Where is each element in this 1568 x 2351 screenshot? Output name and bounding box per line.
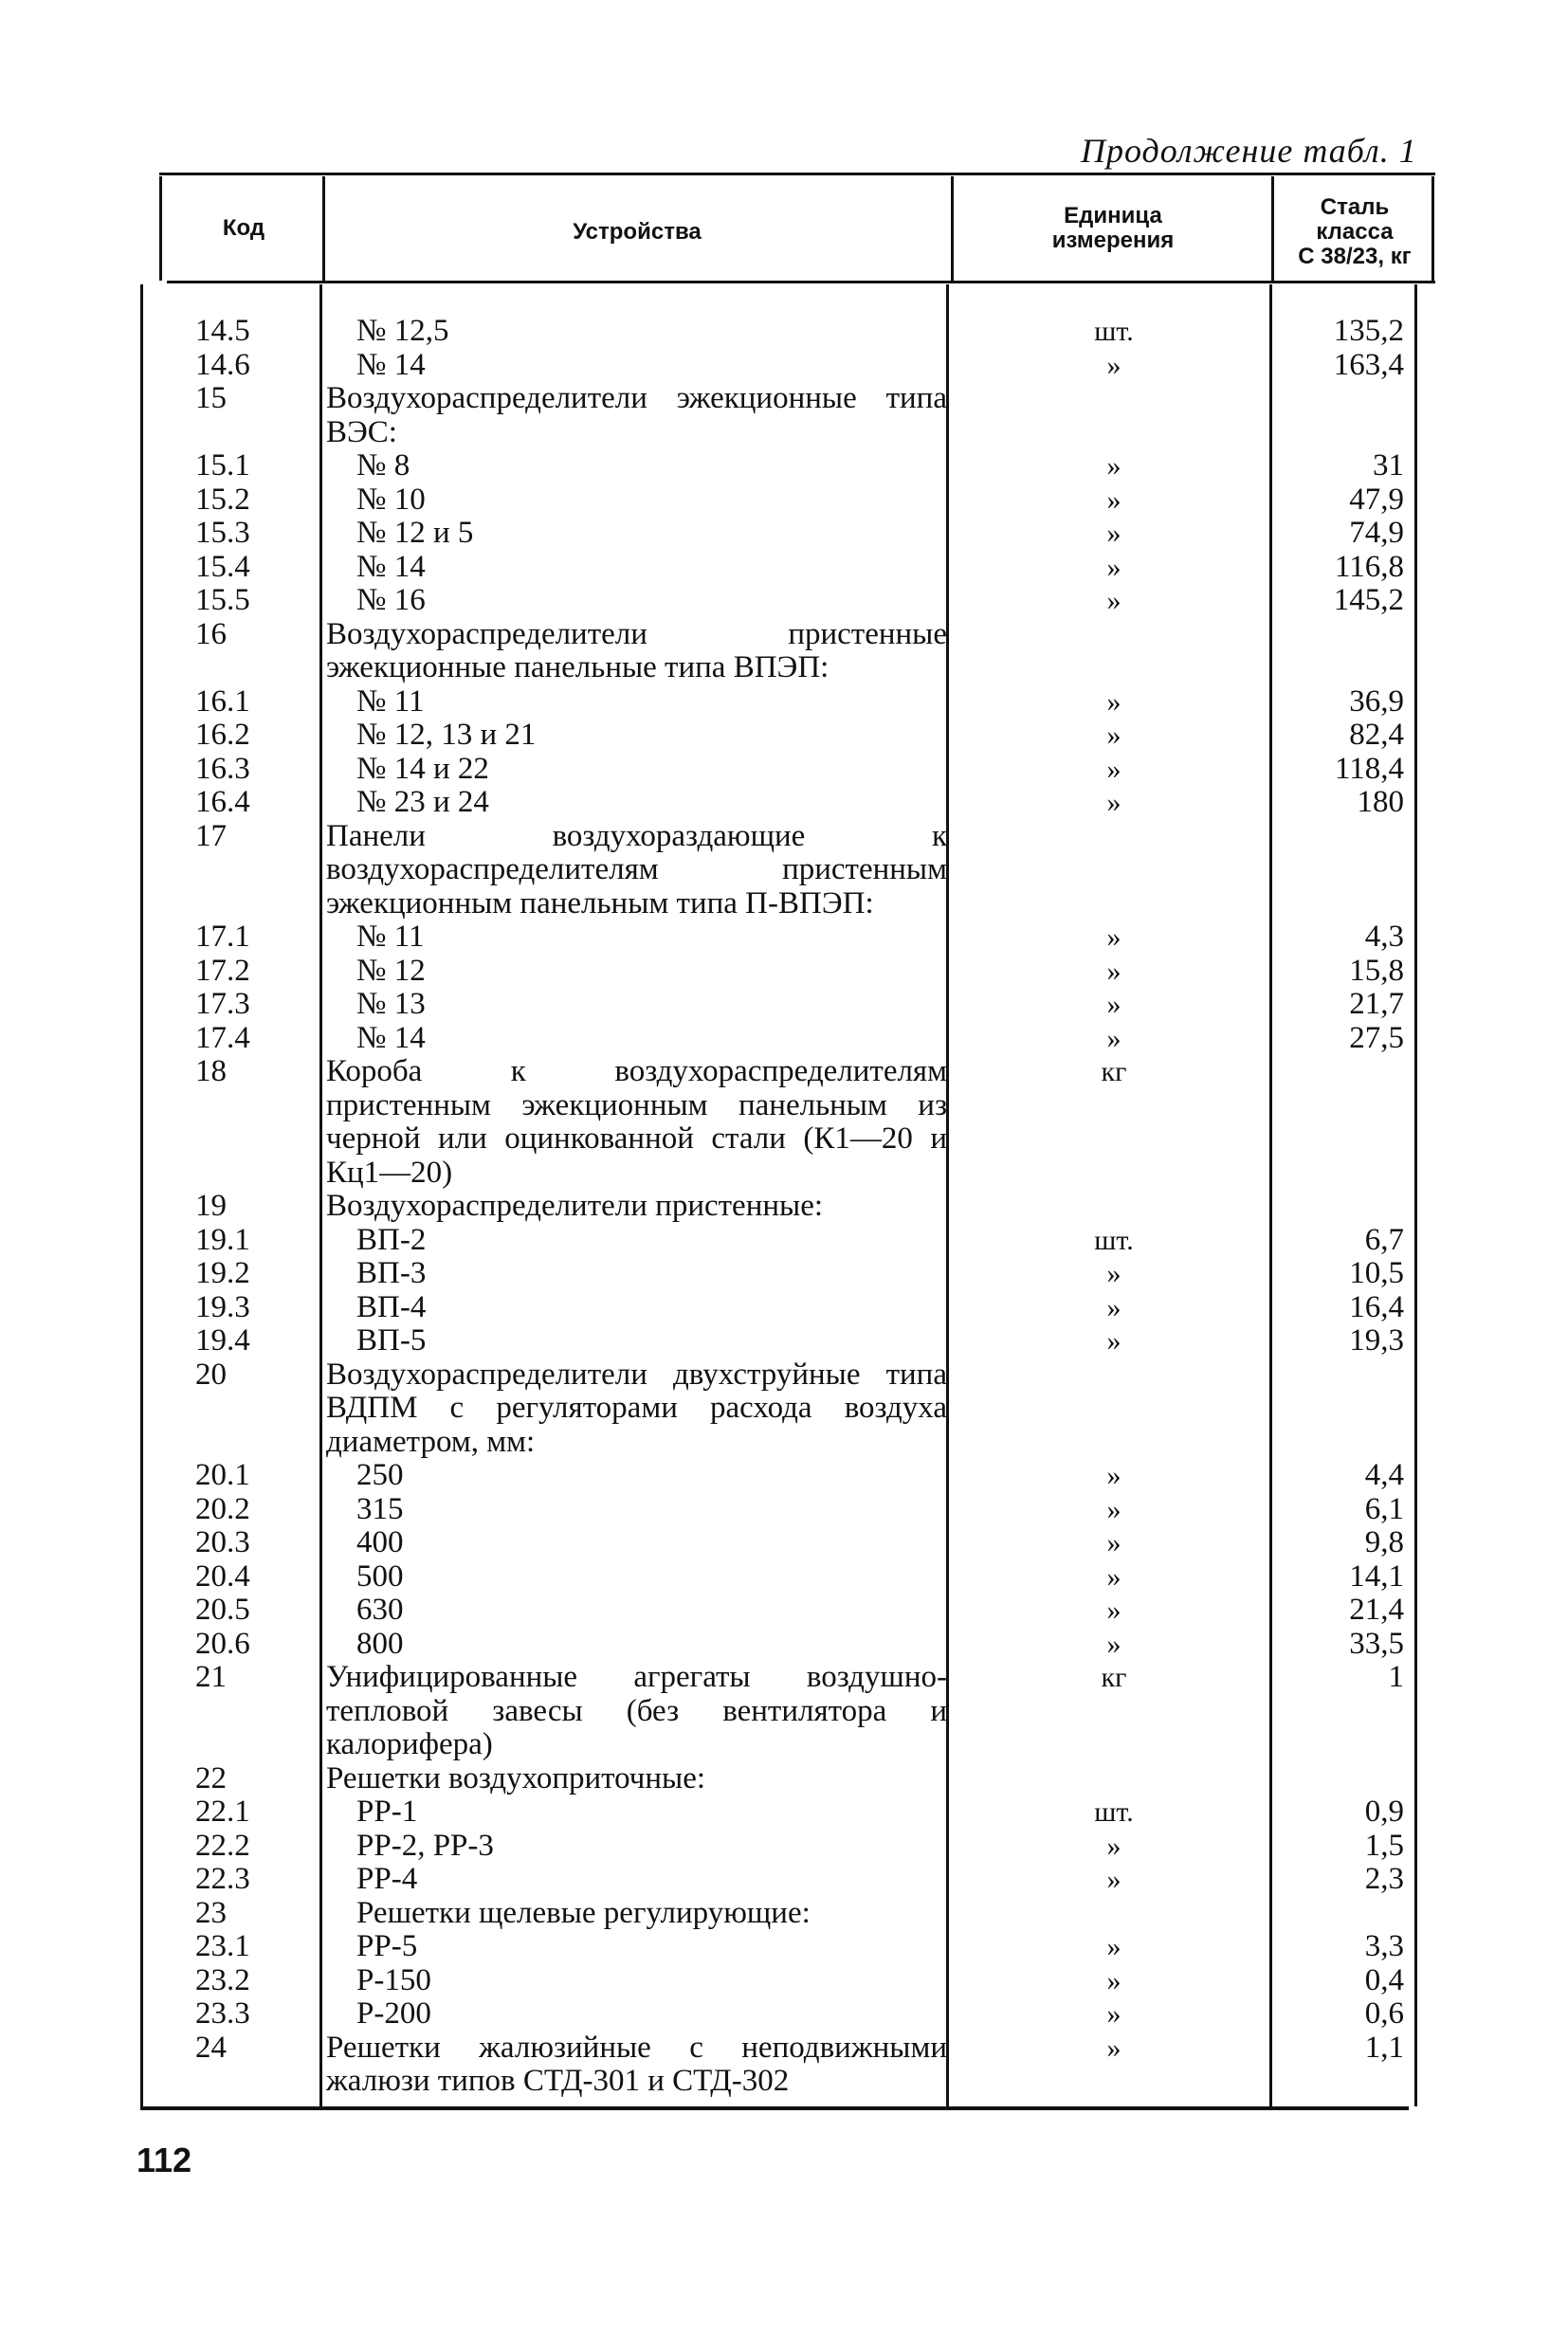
row-steel-value: 3,3: [1364, 1929, 1404, 1963]
row-steel-value: 116,8: [1334, 549, 1404, 584]
row-unit: »: [1106, 1022, 1121, 1054]
table-row: [0, 1997, 1568, 2032]
row-device: № 12: [356, 953, 426, 988]
row-device: Воздухораспределители пристенные:: [326, 1189, 824, 1223]
table-row: [0, 1291, 1568, 1325]
table-row: [0, 786, 1568, 820]
row-code: 16.3: [195, 751, 250, 786]
table-row: [0, 719, 1568, 753]
header-device: Устройства: [573, 219, 702, 245]
row-device: № 11: [356, 683, 425, 719]
row-unit: »: [1106, 1560, 1121, 1593]
row-device: Решетки жалюзийные с неподвижными жалюзи типов СТД-301 и СТД-302: [326, 2030, 947, 2098]
table-row: [0, 349, 1568, 383]
row-steel-value: 118,4: [1334, 751, 1404, 786]
row-unit: »: [1106, 450, 1121, 482]
row-code: 21: [195, 1660, 227, 1694]
row-unit: шт.: [1094, 1796, 1134, 1828]
row-code: 23.3: [195, 1996, 250, 2031]
row-steel-value: 6,1: [1364, 1491, 1404, 1526]
page-number: 112: [137, 2141, 192, 2179]
row-code: 15.2: [195, 482, 250, 517]
row-code: 20.5: [195, 1593, 250, 1627]
row-code: 19: [195, 1189, 227, 1223]
row-device: ВП-5: [356, 1323, 427, 1358]
row-code: 16.2: [195, 718, 250, 752]
column-divider-code: [322, 176, 325, 281]
row-steel-value: 6,7: [1364, 1222, 1404, 1257]
row-unit: »: [1106, 989, 1121, 1020]
table-row: [0, 820, 1568, 921]
header-unit: [956, 204, 1270, 253]
row-unit: »: [1106, 1460, 1121, 1491]
row-code: 16.1: [195, 683, 250, 719]
row-code: 16: [195, 616, 227, 651]
row-device: Воздухораспределители пристенные эжекционные панельные типа ВПЭП:: [326, 616, 947, 684]
row-device: 400: [356, 1525, 404, 1559]
row-steel-value: 21,4: [1349, 1593, 1404, 1627]
row-device: № 23 и 24: [356, 785, 489, 819]
row-steel-value: 0,4: [1364, 1962, 1404, 1997]
row-device: ВП-3: [356, 1256, 427, 1290]
header-code: Код: [222, 215, 265, 241]
row-unit: »: [1106, 1527, 1121, 1558]
header-steel: [1276, 195, 1433, 269]
row-device: № 14: [356, 1020, 426, 1055]
row-unit: »: [1106, 1325, 1121, 1357]
row-device: Решетки воздухоприточные:: [326, 1760, 706, 1795]
row-device: Р-200: [356, 1996, 431, 2031]
row-device: № 12, 13 и 21: [356, 718, 537, 752]
table-row: [0, 483, 1568, 518]
row-device: № 14 и 22: [356, 751, 489, 786]
table-row: [0, 988, 1568, 1022]
row-code: 20.2: [195, 1491, 250, 1526]
table-row: [0, 618, 1568, 685]
row-code: 20.3: [195, 1525, 250, 1559]
row-unit: »: [1106, 1258, 1121, 1289]
row-unit: »: [1106, 955, 1121, 987]
table-row: [0, 2032, 1568, 2099]
row-steel-value: 0,9: [1364, 1795, 1404, 1829]
row-code: 14.5: [195, 314, 250, 348]
row-steel-value: 1,1: [1364, 2030, 1404, 2065]
table-row: [0, 1661, 1568, 1762]
row-unit: »: [1106, 1964, 1121, 1996]
row-device: Унифицированные агрегаты воздушно-тепловой завесы (без вентилятора и калорифера): [326, 1660, 947, 1761]
row-device: № 12 и 5: [356, 516, 474, 550]
row-steel-value: 10,5: [1349, 1256, 1404, 1290]
table-row: [0, 1526, 1568, 1560]
row-unit: »: [1106, 921, 1121, 953]
row-device: РР-4: [356, 1862, 418, 1896]
row-code: 22.3: [195, 1862, 250, 1896]
row-steel-value: 163,4: [1333, 347, 1404, 382]
table-row: [0, 753, 1568, 787]
row-device: 800: [356, 1626, 404, 1661]
row-device: 500: [356, 1558, 404, 1594]
table-continuation-caption: Продолжение табл. 1: [1081, 132, 1417, 170]
row-unit: »: [1106, 685, 1121, 718]
header-steel-line2: класса: [1316, 219, 1394, 245]
table-row: [0, 1628, 1568, 1662]
table-row: [0, 1830, 1568, 1864]
row-device: ВП-4: [356, 1289, 427, 1324]
table-row: [0, 1795, 1568, 1830]
row-device: № 11: [356, 920, 425, 954]
table-row: [0, 1224, 1568, 1258]
row-unit: »: [1106, 483, 1121, 516]
row-code: 24: [195, 2030, 227, 2065]
table-row: [0, 1964, 1568, 1998]
table-row: [0, 1358, 1568, 1460]
row-device: РР-1: [356, 1795, 418, 1829]
row-device: № 16: [356, 583, 426, 617]
row-code: 17.4: [195, 1020, 250, 1055]
row-code: 15.4: [195, 549, 250, 584]
row-device: № 12,5: [356, 314, 449, 348]
row-device: Панели воздухораздающие к воздухораспределителям пристенным эжекционным панельным типа П-ВПЭП:: [326, 818, 947, 920]
row-steel-value: 36,9: [1349, 683, 1404, 719]
table-row: [0, 1897, 1568, 1931]
row-device: Воздухораспределители эжекционные типа ВЭС:: [326, 381, 947, 449]
row-unit: »: [1106, 1931, 1121, 1962]
table-row: [0, 1022, 1568, 1056]
row-code: 17.2: [195, 953, 250, 988]
row-code: 23: [195, 1895, 227, 1930]
table-row: [0, 955, 1568, 989]
row-code: 17: [195, 818, 227, 853]
table-row: [0, 1493, 1568, 1527]
header-steel-line1: Сталь: [1320, 194, 1390, 220]
row-steel-value: 82,4: [1349, 718, 1404, 752]
row-device: 315: [356, 1491, 404, 1526]
table-row: [0, 1863, 1568, 1897]
row-unit: »: [1106, 1830, 1121, 1862]
row-code: 15: [195, 381, 227, 415]
row-code: 15.3: [195, 516, 250, 550]
row-steel-value: 15,8: [1349, 953, 1404, 988]
row-steel-value: 145,2: [1333, 583, 1404, 617]
column-divider-unit: [1271, 176, 1274, 281]
row-unit: »: [1106, 1864, 1121, 1895]
row-code: 15.5: [195, 583, 250, 617]
table-row: [0, 1257, 1568, 1291]
row-code: 20: [195, 1357, 227, 1392]
row-steel-value: 47,9: [1349, 482, 1404, 517]
table-row: [0, 1930, 1568, 1964]
row-unit: шт.: [1094, 1224, 1134, 1256]
table-row: [0, 551, 1568, 585]
row-device: Решетки щелевые регулирующие:: [356, 1895, 811, 1930]
row-device: ВП-2: [356, 1222, 427, 1257]
table-top-rule: [159, 173, 1435, 175]
row-steel-value: 14,1: [1349, 1558, 1404, 1594]
header-bottom-rule: [167, 281, 1435, 283]
row-steel-value: 27,5: [1349, 1020, 1404, 1055]
row-device: Р-150: [356, 1962, 431, 1997]
row-code: 16.4: [195, 785, 250, 819]
row-device: № 8: [356, 448, 410, 483]
row-code: 20.1: [195, 1458, 250, 1492]
row-device: № 10: [356, 482, 426, 517]
table-row: [0, 685, 1568, 720]
row-steel-value: 31: [1373, 448, 1404, 483]
column-divider-device: [951, 176, 954, 281]
row-code: 23.2: [195, 1962, 250, 1997]
table-body: [0, 315, 1568, 2099]
row-unit: »: [1106, 720, 1121, 751]
table-bottom-rule: [140, 2106, 1409, 2110]
table-row: [0, 449, 1568, 483]
table-row: [0, 1594, 1568, 1628]
row-unit: »: [1106, 585, 1121, 616]
row-code: 19.2: [195, 1256, 250, 1290]
row-code: 19.3: [195, 1289, 250, 1324]
row-device: Воздухораспределители двухструйные типа ВДПМ с регуляторами расхода воздуха диаметром, мм:: [326, 1357, 947, 1459]
row-unit: »: [1106, 349, 1121, 381]
row-device: Короба к воздухораспределителям пристенным эжекционным панельным из черной или оцинкованной стали (К1—20 и Кц1—20): [326, 1054, 947, 1190]
table-row: [0, 1762, 1568, 1796]
table-row: [0, 517, 1568, 551]
row-code: 20.4: [195, 1558, 250, 1594]
row-code: 22: [195, 1760, 227, 1795]
row-code: 22.1: [195, 1795, 250, 1829]
row-unit: кг: [1101, 1662, 1127, 1693]
row-device: РР-2, РР-3: [356, 1828, 494, 1863]
row-steel-value: 1,5: [1364, 1828, 1404, 1863]
table-row: [0, 1324, 1568, 1358]
table-left-border: [159, 176, 162, 281]
row-device: РР-5: [356, 1929, 418, 1963]
row-code: 19.4: [195, 1323, 250, 1358]
row-code: 18: [195, 1054, 227, 1088]
row-device: № 14: [356, 347, 426, 382]
table-row: [0, 920, 1568, 955]
row-code: 20.6: [195, 1626, 250, 1661]
row-unit: »: [1106, 2032, 1121, 2064]
row-device: 250: [356, 1458, 404, 1492]
row-steel-value: 16,4: [1349, 1289, 1404, 1324]
table-row: [0, 584, 1568, 618]
row-unit: »: [1106, 1628, 1121, 1660]
row-code: 19.1: [195, 1222, 250, 1257]
row-steel-value: 2,3: [1364, 1862, 1404, 1896]
header-unit-line1: Единица: [1064, 203, 1162, 228]
row-steel-value: 1: [1388, 1660, 1404, 1694]
row-unit: »: [1106, 787, 1121, 818]
row-unit: »: [1106, 518, 1121, 549]
row-steel-value: 21,7: [1349, 987, 1404, 1021]
row-unit: »: [1106, 1291, 1121, 1323]
row-steel-value: 33,5: [1349, 1626, 1404, 1661]
row-unit: кг: [1101, 1056, 1127, 1087]
row-code: 17.1: [195, 920, 250, 954]
row-steel-value: 4,4: [1364, 1458, 1404, 1492]
row-steel-value: 135,2: [1333, 314, 1404, 348]
table-row: [0, 1560, 1568, 1595]
row-code: 15.1: [195, 448, 250, 483]
row-unit: »: [1106, 1595, 1121, 1626]
row-code: 22.2: [195, 1828, 250, 1863]
table-row: [0, 1459, 1568, 1493]
row-steel-value: 0,6: [1364, 1996, 1404, 2031]
table-row: [0, 382, 1568, 449]
table-row: [0, 1055, 1568, 1190]
row-steel-value: 19,3: [1349, 1323, 1404, 1358]
row-device: № 13: [356, 987, 426, 1021]
table-row: [0, 1190, 1568, 1224]
row-steel-value: 180: [1357, 785, 1404, 819]
row-unit: »: [1106, 1998, 1121, 2030]
row-unit: »: [1106, 753, 1121, 785]
header-unit-line2: измерения: [1051, 228, 1175, 253]
row-code: 17.3: [195, 987, 250, 1021]
row-device: 630: [356, 1593, 404, 1627]
row-steel-value: 4,3: [1364, 920, 1404, 954]
row-steel-value: 9,8: [1364, 1525, 1404, 1559]
row-unit: »: [1106, 1493, 1121, 1525]
row-unit: шт.: [1094, 316, 1134, 347]
row-steel-value: 74,9: [1349, 516, 1404, 550]
header-steel-line3: С 38/23, кг: [1298, 244, 1412, 269]
row-code: 23.1: [195, 1929, 250, 1963]
row-code: 14.6: [195, 347, 250, 382]
table-row: [0, 315, 1568, 349]
row-unit: »: [1106, 551, 1121, 583]
row-device: № 14: [356, 549, 426, 584]
